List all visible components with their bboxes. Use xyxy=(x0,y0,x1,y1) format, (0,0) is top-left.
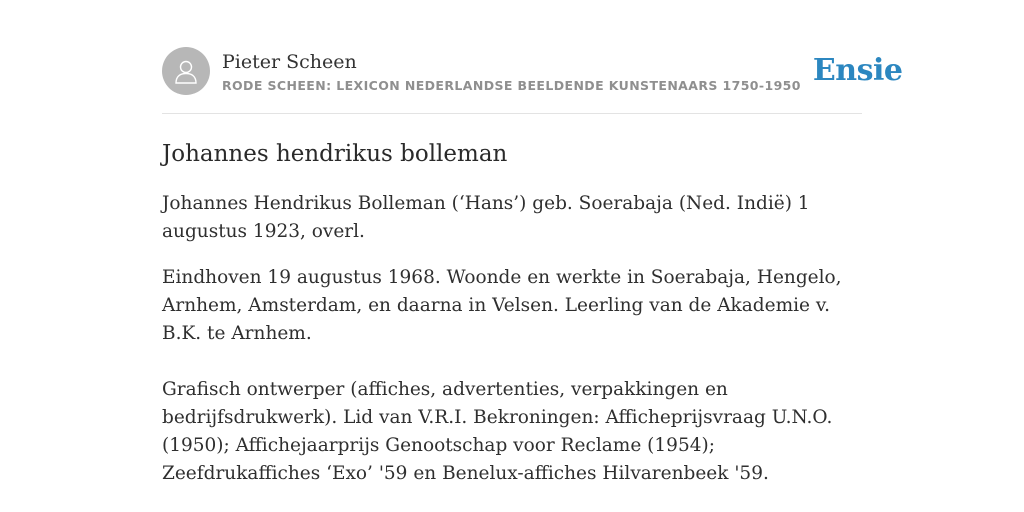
author-block xyxy=(222,50,801,93)
article-card xyxy=(162,46,903,488)
article-title: Johannes hendrikus bolleman xyxy=(162,141,508,167)
article-paragraph: Johannes Hendrikus Bolleman (‘Hans’) geb. Soerabaja (Ned. Indië) 1 augustus 1923, overl. xyxy=(162,193,810,242)
article-header xyxy=(162,46,903,114)
user-silhouette-icon xyxy=(172,57,200,85)
article-paragraph: Eindhoven 19 augustus 1968. Woonde en werkte in Soerabaja, Hengelo, Arnhem, Amsterdam, en daarna in Velsen. Leerling van de Akademie v. B.K. te Arnhem. xyxy=(162,267,842,344)
author-name[interactable]: Pieter Scheen xyxy=(222,50,357,73)
author-avatar[interactable] xyxy=(162,47,210,95)
source-title[interactable]: RODE SCHEEN: LEXICON NEDERLANDSE BEELDENDE KUNSTENAARS 1750-1950 xyxy=(222,77,801,93)
article-paragraph: Grafisch ontwerper (affiches, advertenties, verpakkingen en bedrijfsdrukwerk). Lid van V.R.I. Bekroningen: Afficheprijsvraag U.N.O. (1950); Affichejaarprijs Genootschap voor Reclame (1954); Zeefdrukaffiches ‘Exo’ '59 en Benelux-affiches Hilvarenbeek '59. xyxy=(162,379,833,484)
ensie-logo[interactable]: Ensie xyxy=(812,52,903,88)
